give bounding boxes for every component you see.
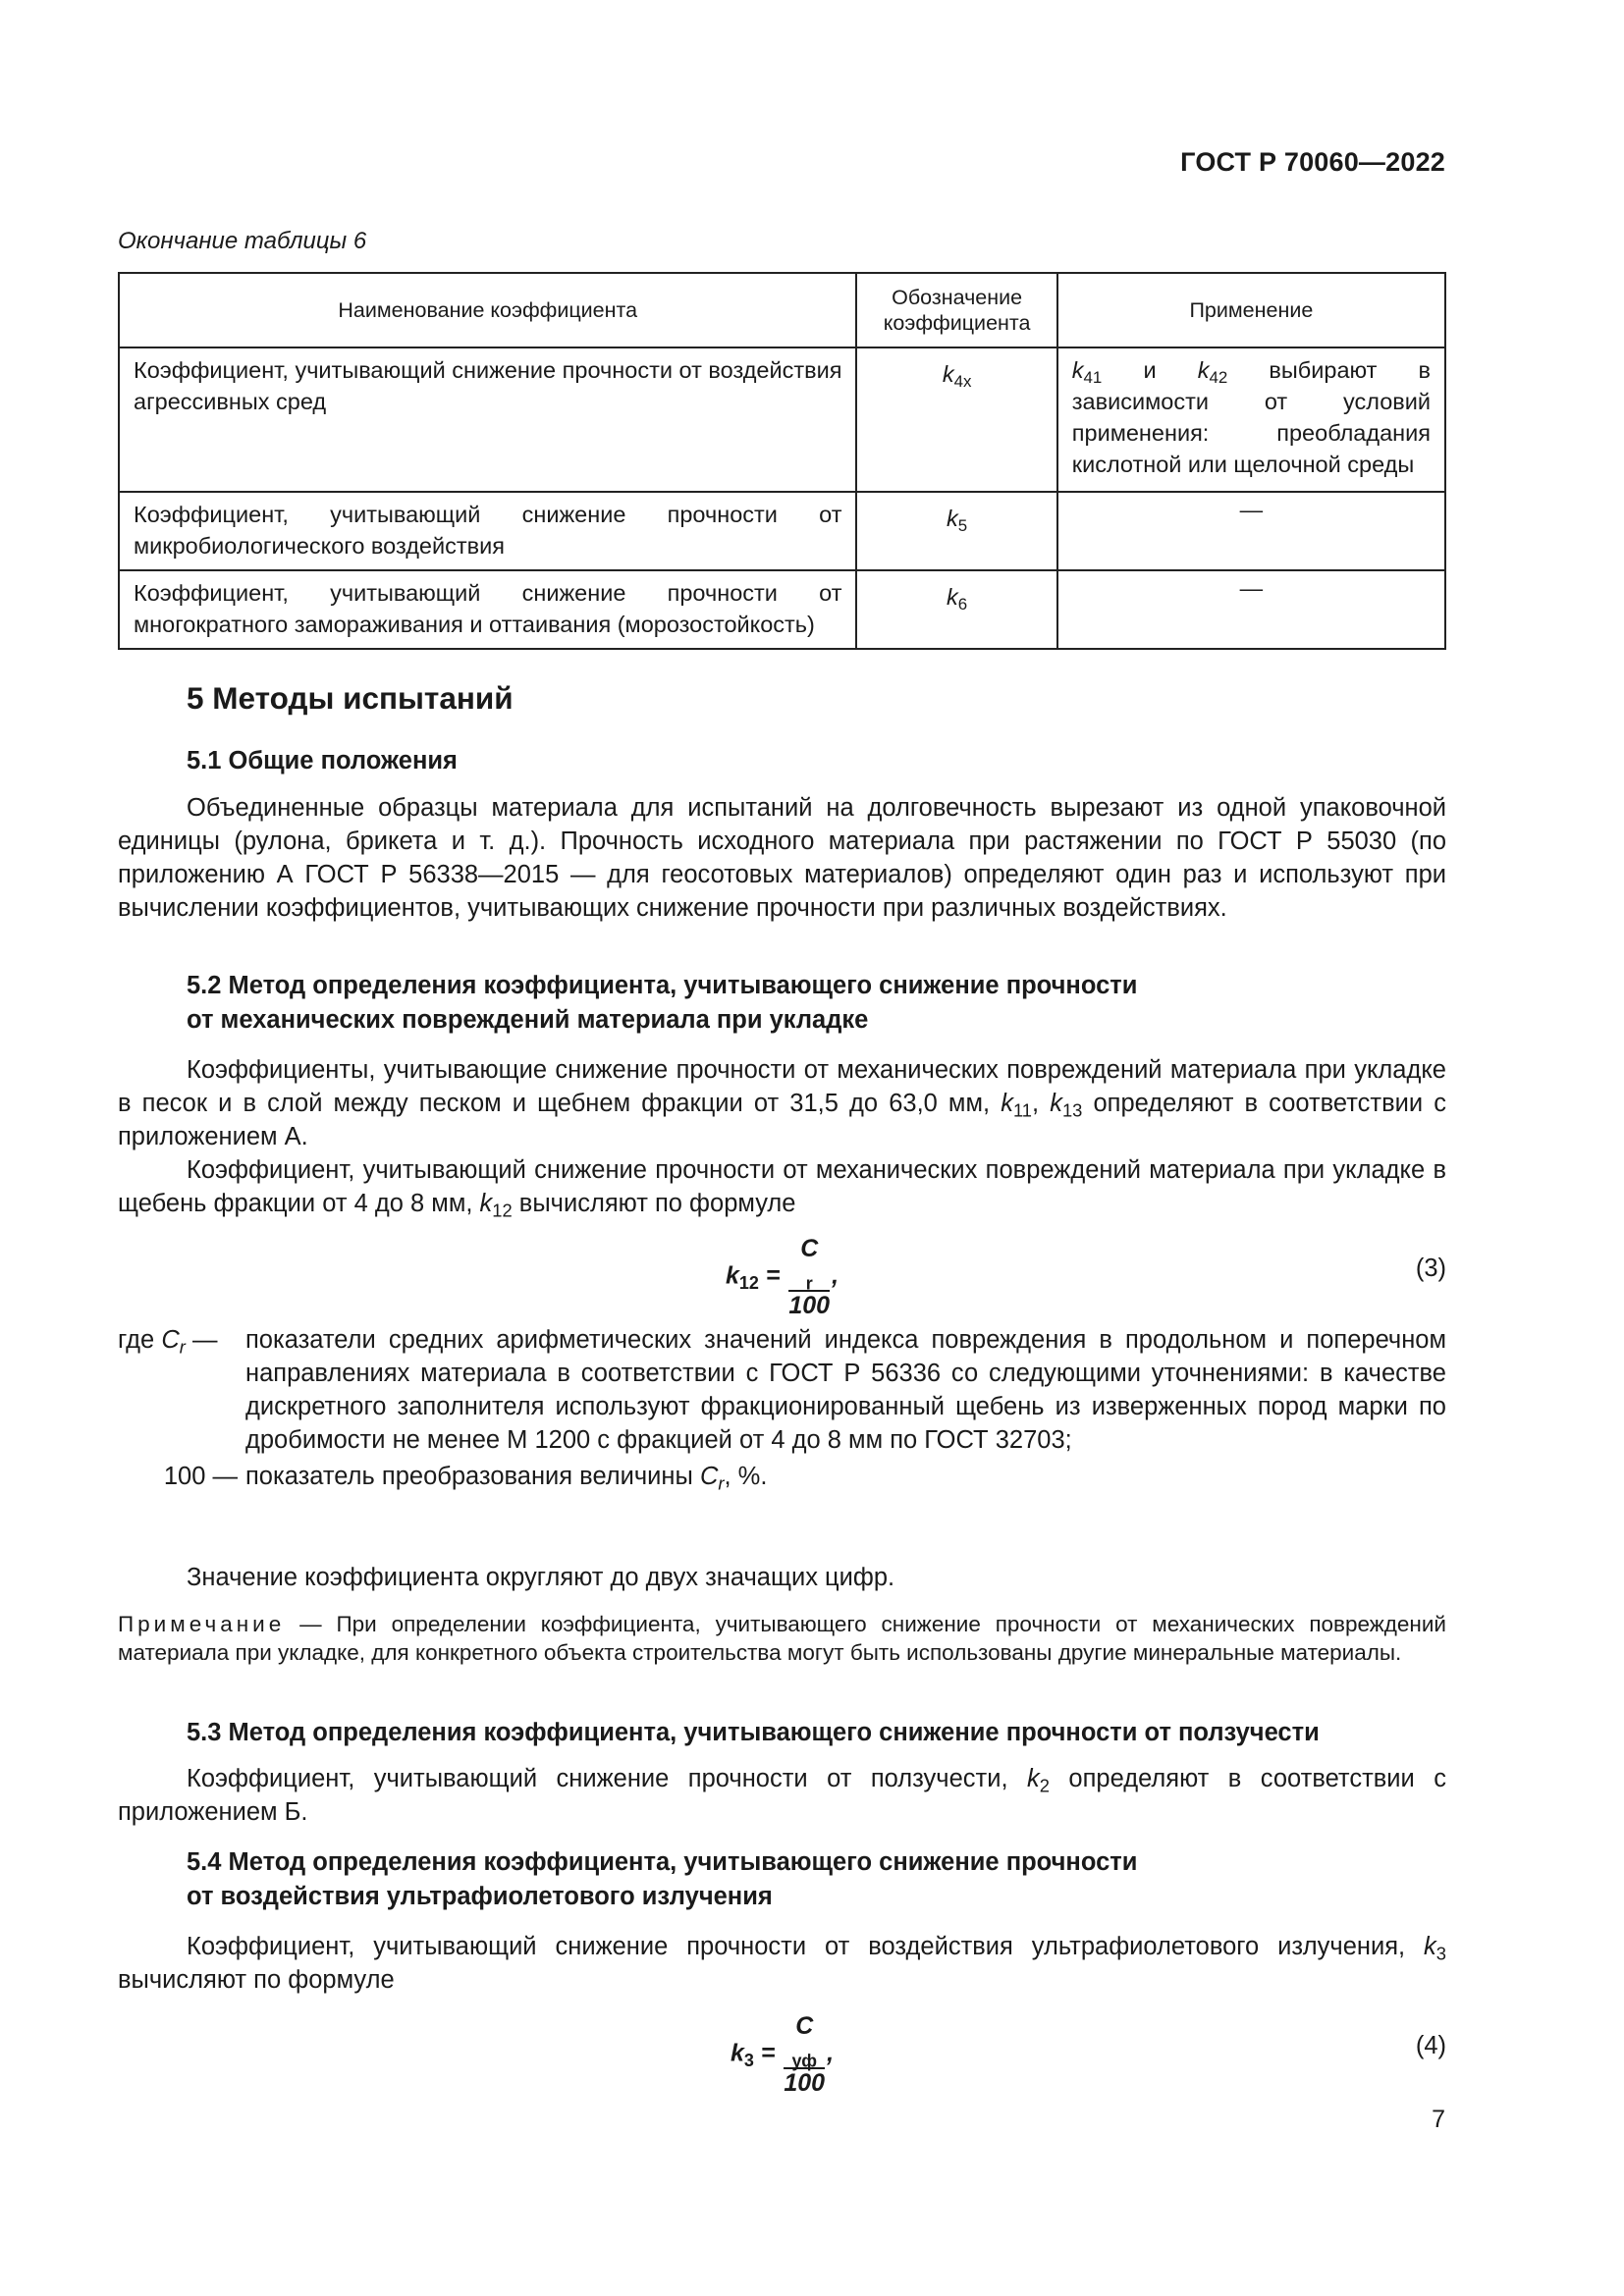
section-5-4-title: 5.4 Метод определения коэффициента, учитывающего снижение прочности от воздействия ультрафиолетового излучения <box>187 1848 1138 1910</box>
formula-4-expression: $k_3$ = C $_{уф}$ 100 , <box>730 2012 835 2097</box>
section-5-1-title: 5.1 Общие положения <box>187 747 458 774</box>
section-5-1-text: Объединенные образцы материала для испытаний на долговечность вырезают из одной упаковочной единицы (рулона, брикета и т. д.). Прочность исходного материала при растяжении по ГОСТ Р 55030 (по приложению А ГОСТ Р 56338—2015 — для геосотовых материалов) определяют один раз и используют при вычислении коэффициентов, учитывающих снижение прочности при различных воздействиях. <box>118 794 1446 922</box>
formula-4 <box>118 2012 1446 2097</box>
note-label: Примечание <box>118 1612 286 1636</box>
section-5-4-text: Коэффициент, учитывающий снижение прочности от воздействия ультрафиолетового излучения, $k_3$ вычисляют по формуле <box>118 1933 1446 1994</box>
coefficient-application: $k_{41}$ и $k_{42}$ выбирают в зависимости от условий применения: преобладания кислотной или щелочной среды <box>1057 347 1445 492</box>
coefficient-symbol: $k_6$ <box>856 570 1056 649</box>
coefficient-application: — <box>1057 570 1445 649</box>
formula-4-number: (4) <box>1415 2032 1446 2059</box>
table-row <box>119 570 1445 649</box>
legend-description: показатели средних арифметических значений индекса повреждения в продольном и поперечном направлениях материала в соответствии с ГОСТ Р 56336 со следующими уточнениями: в качестве дискретного заполнителя используют фракционированный щебень из изверженных пород марки по дробимости не менее М 1200 с фракцией от 4 до 8 мм по ГОСТ 32703; <box>245 1326 1446 1454</box>
formula-3-number: (3) <box>1415 1255 1446 1282</box>
column-header-symbol: Обозначение коэффициента <box>856 273 1056 347</box>
section-5-3-text: Коэффициент, учитывающий снижение прочности от ползучести, $k_2$ определяют в соответствии с приложением Б. <box>118 1765 1446 1826</box>
coefficient-name: Коэффициент, учитывающий снижение прочности от многократного замораживания и оттаивания (морозостойкость) <box>119 570 856 649</box>
legend-term: где $C_r$ — <box>118 1326 218 1358</box>
coefficient-name: Коэффициент, учитывающий снижение прочности от микробиологического воздействия <box>119 492 856 570</box>
coefficient-symbol: $k_5$ <box>856 492 1056 570</box>
note: Примечание — При определении коэффициента, учитывающего снижение прочности от механических повреждений материала при укладке, для конкретного объекта строительства могут быть использованы другие минеральные материалы. <box>118 1612 1446 1665</box>
legend-description: показатель преобразования величины $C_r$, %. <box>245 1463 768 1494</box>
column-header-name: Наименование коэффициента <box>119 273 856 347</box>
legend-item <box>118 1460 1446 1493</box>
coefficients-table <box>118 272 1446 650</box>
coefficient-name: Коэффициент, учитывающий снижение прочности от воздействия агрессивных сред <box>119 347 856 492</box>
table-row <box>119 347 1445 492</box>
column-header-application: Применение <box>1057 273 1445 347</box>
table-header-row <box>119 273 1445 347</box>
formula-3-expression: $k_{12}$ = C $_r$ 100 , <box>725 1235 839 1319</box>
section-5-3-title: 5.3 Метод определения коэффициента, учитывающего снижение прочности от ползучести <box>187 1719 1320 1746</box>
formula-3 <box>118 1235 1446 1319</box>
legend-item <box>118 1323 1446 1457</box>
section-5-2-title: 5.2 Метод определения коэффициента, учитывающего снижение прочности от механических повреждений материала при укладке <box>187 972 1138 1034</box>
document-id: ГОСТ Р 70060—2022 <box>1180 147 1445 177</box>
legend-term: 100 — <box>163 1463 238 1490</box>
coefficient-symbol: $k_{4x}$ <box>856 347 1056 492</box>
table-caption: Окончание таблицы 6 <box>118 228 367 254</box>
rounding-rule: Значение коэффициента округляют до двух значащих цифр. <box>187 1564 895 1591</box>
section-5-title: 5 Методы испытаний <box>187 680 514 716</box>
fraction: C $_r$ 100 <box>788 1235 831 1319</box>
section-5-2-paragraph-1: Коэффициенты, учитывающие снижение прочности от механических повреждений материала при укладке в песок и в слой между песком и щебнем фракции от 31,5 до 63,0 мм, $k_{11}$, $k_{13}$ определяют в соответствии с приложением А. <box>118 1056 1446 1150</box>
page-number: 7 <box>1432 2106 1445 2133</box>
coefficient-application: — <box>1057 492 1445 570</box>
formula-3-legend <box>118 1323 1446 1493</box>
fraction: C $_{уф}$ 100 <box>784 2012 826 2097</box>
section-5-2-paragraph-2: Коэффициент, учитывающий снижение прочности от механических повреждений материала при укладке в щебень фракции от 4 до 8 мм, $k_{12}$ вычисляют по формуле <box>118 1156 1446 1221</box>
table-row <box>119 492 1445 570</box>
